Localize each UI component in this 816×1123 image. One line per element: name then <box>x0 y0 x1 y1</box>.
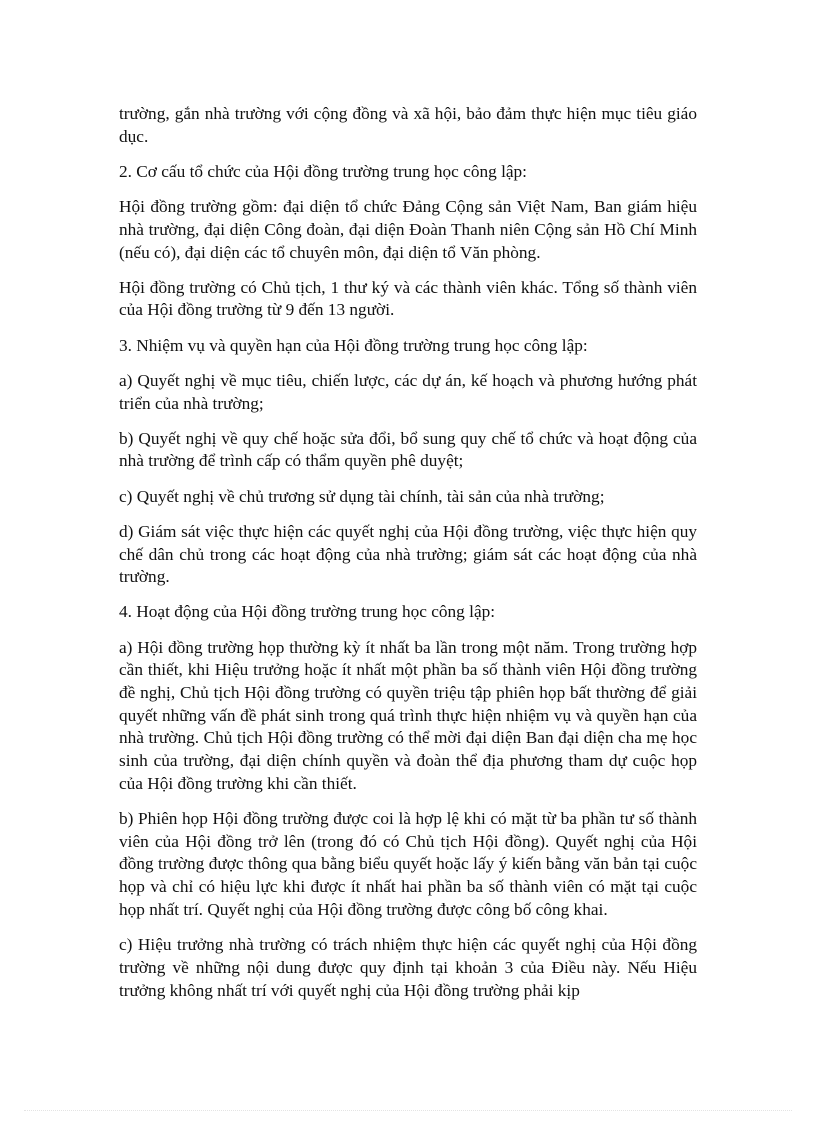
list-item-3a: a) Quyết nghị về mục tiêu, chiến lược, các dự án, kế hoạch và phương hướng phát triển của nhà trường; <box>119 370 697 413</box>
page-bottom-divider <box>24 1110 792 1111</box>
list-item-3c: c) Quyết nghị về chủ trương sử dụng tài chính, tài sản của nhà trường; <box>119 486 605 506</box>
document-body <box>119 103 697 1015</box>
paragraph-council-composition: Hội đồng trường gồm: đại diện tổ chức Đảng Cộng sản Việt Nam, Ban giám hiệu nhà trường, đại diện Công đoàn, đại diện Đoàn Thanh niên Cộng sản Hồ Chí Minh (nếu có), đại diện các tổ chuyên môn, đại diện tổ Văn phòng. <box>119 197 697 262</box>
section-heading-2: 2. Cơ cấu tổ chức của Hội đồng trường trung học công lập: <box>119 161 527 181</box>
list-item-3d: d) Giám sát việc thực hiện các quyết nghị của Hội đồng trường, việc thực hiện quy chế dân chủ trong các hoạt động của nhà trường; giám sát các hoạt động của nhà trường. <box>119 521 697 587</box>
list-item-4c: c) Hiệu trưởng nhà trường có trách nhiệm thực hiện các quyết nghị của Hội đồng trường về những nội dung được quy định tại khoản 3 của Điều này. Nếu Hiệu trưởng không nhất trí với quyết nghị của Hội đồng trường phải kịp <box>119 935 697 1000</box>
list-item-4b: b) Phiên họp Hội đồng trường được coi là hợp lệ khi có mặt từ ba phần tư số thành viên của Hội đồng trở lên (trong đó có Chủ tịch Hội đồng). Quyết nghị của Hội đồng trường được thông qua bằng biểu quyết hoặc lấy ý kiến bằng văn bản tại cuộc họp và chỉ có hiệu lực khi được ít nhất hai phần ba số thành viên có mặt tại cuộc họp nhất trí. Quyết nghị của Hội đồng trường được công bố công khai. <box>119 809 697 919</box>
list-item-3b: b) Quyết nghị về quy chế hoặc sửa đổi, bổ sung quy chế tổ chức và hoạt động của nhà trường để trình cấp có thẩm quyền phê duyệt; <box>119 428 697 471</box>
section-heading-3: 3. Nhiệm vụ và quyền hạn của Hội đồng trường trung học công lập: <box>119 335 588 355</box>
paragraph-council-members: Hội đồng trường có Chủ tịch, 1 thư ký và các thành viên khác. Tổng số thành viên của Hội đồng trường từ 9 đến 13 người. <box>119 277 697 320</box>
section-heading-4: 4. Hoạt động của Hội đồng trường trung học công lập: <box>119 602 496 622</box>
paragraph-continuation: trường, gắn nhà trường với cộng đồng và xã hội, bảo đảm thực hiện mục tiêu giáo dục. <box>119 104 697 146</box>
list-item-4a: a) Hội đồng trường họp thường kỳ ít nhất ba lần trong một năm. Trong trường hợp cần thiết, khi Hiệu trưởng hoặc ít nhất một phần ba số thành viên Hội đồng trường đề nghị, Chủ tịch Hội đồng trường có quyền triệu tập phiên họp bất thường để giải quyết những vấn đề phát sinh trong quá trình thực hiện nhiệm vụ và quyền hạn của nhà trường. Chủ tịch Hội đồng trường có thể mời đại diện Ban đại diện cha mẹ học sinh của trường, đại diện chính quyền và đoàn thể địa phương tham dự cuộc họp của Hội đồng trường khi cần thiết. <box>119 637 697 793</box>
